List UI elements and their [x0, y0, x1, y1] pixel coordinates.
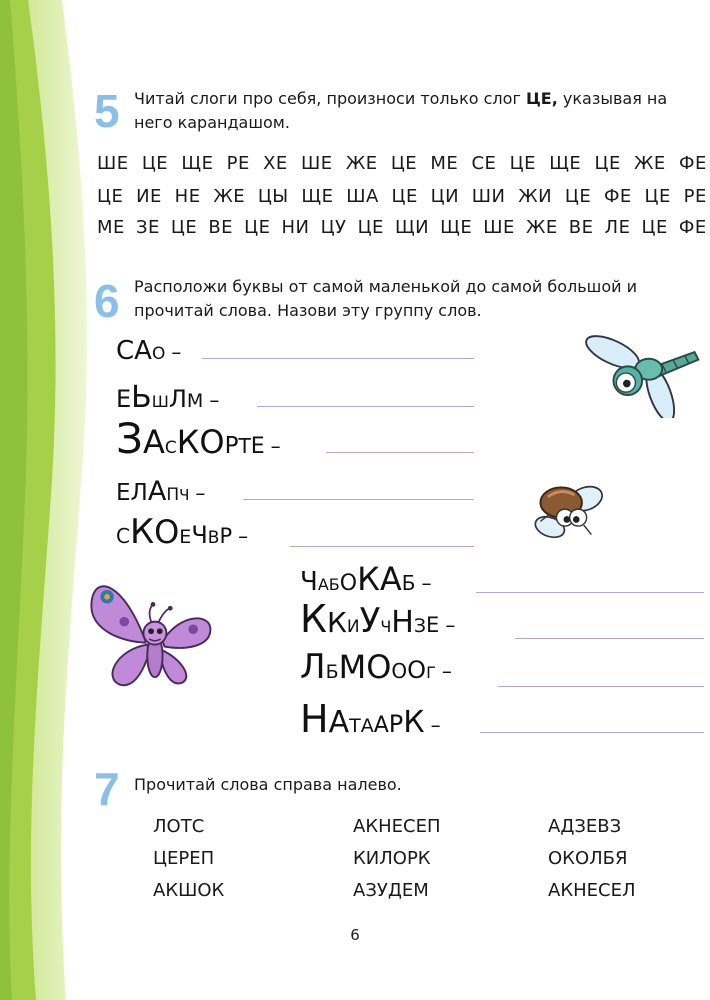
syllable: ВЕ: [568, 217, 594, 238]
syllable: ЦУ: [320, 217, 347, 238]
answer-line-3[interactable]: [326, 452, 474, 453]
task-7-word-grid: [153, 815, 653, 903]
syllable: ШЕ: [483, 217, 515, 238]
scrambled-letter: Б: [401, 571, 416, 595]
scrambled-letter: Ш: [151, 392, 169, 411]
scrambled-letter: Е: [250, 434, 265, 459]
scrambled-letter: И: [346, 617, 360, 637]
scrambled-letter: С: [116, 336, 135, 366]
scrambled-letter: А: [373, 713, 389, 738]
syllable: РЕ: [226, 153, 250, 174]
syllable: ЦЫ: [257, 186, 289, 207]
syllable: ЩИ: [394, 217, 430, 238]
syllable: ЦИ: [430, 186, 460, 207]
word-item: АКШОК: [153, 880, 225, 901]
scrambled-letter: Т: [238, 434, 251, 458]
syllable: ЩЕ: [181, 153, 214, 174]
task-5-instruction: Читай слоги про себя, произноси только слог ЦЕ, указывая на него карандашом.: [134, 89, 668, 132]
fly-illustration: [520, 478, 608, 544]
scrambled-letter: О: [391, 659, 408, 683]
scrambled-letter: Ч: [380, 617, 392, 636]
syllable: ЦЕ: [357, 217, 384, 238]
scrambled-letter: А: [360, 715, 374, 737]
green-wave-decoration: [0, 0, 120, 1000]
scrambled-letter: Е: [179, 526, 192, 548]
word-item: ЛОТС: [153, 816, 205, 837]
scrambled-letter: Е: [116, 385, 132, 413]
scrambled-letter: М: [338, 648, 367, 686]
syllable-row-2: [97, 186, 707, 207]
syllable: ЛЕ: [604, 217, 631, 238]
scrambled-letter: Р: [224, 433, 239, 459]
syllable: ЦЕ: [391, 186, 418, 207]
scrambled-letter: Р: [388, 710, 404, 738]
scrambled-letter: Ч: [191, 521, 208, 549]
scrambled-word-4: [116, 478, 205, 505]
task-number-5: 5: [94, 85, 120, 137]
word-item: АДЗЕВЗ: [548, 816, 622, 837]
syllable: ФЕ: [679, 153, 707, 174]
scrambled-letter: Б: [328, 575, 340, 594]
syllable-row-1: [97, 153, 707, 174]
syllable: ШИ: [471, 186, 506, 207]
syllable: ША: [346, 186, 379, 207]
scrambled-letter: О: [154, 513, 180, 551]
syllable: ЦЕ: [509, 153, 536, 174]
scrambled-letter: О: [366, 648, 392, 686]
syllable: ШЕ: [97, 153, 129, 174]
syllable: МЕ: [97, 217, 125, 238]
scrambled-letter: О: [407, 656, 427, 684]
scrambled-letter: К: [357, 560, 380, 598]
scrambled-letter: Л: [168, 385, 187, 413]
task-7-instruction: Прочитай слова справа налево.: [134, 775, 402, 794]
syllable: НЕ: [174, 186, 201, 207]
syllable: РЕ: [683, 186, 707, 207]
scrambled-letter: С: [164, 438, 177, 458]
scrambled-word-9: [300, 697, 441, 741]
scrambled-letter: О: [199, 423, 225, 461]
scrambled-word-2: [116, 380, 220, 415]
syllable: ЦЕ: [390, 153, 418, 174]
scrambled-letter: П: [166, 485, 180, 505]
scrambled-letter: О: [151, 344, 166, 364]
word-item: АКНЕСЕП: [353, 816, 441, 837]
scrambled-letter: О: [339, 571, 358, 596]
scrambled-letter: Ч: [179, 486, 190, 504]
syllable: ФЕ: [603, 186, 632, 207]
task-6-instruction: Расположи буквы от самой маленькой до самой большой и прочитай слова. Назови эту группу слов.: [134, 277, 637, 320]
answer-line-9[interactable]: [480, 732, 704, 733]
scrambled-letter: К: [129, 512, 155, 552]
syllable: СЕ: [471, 153, 497, 174]
syllable: ЦЕ: [641, 217, 668, 238]
answer-line-5[interactable]: [290, 546, 474, 547]
syllable: ЦЕ: [564, 186, 592, 207]
scrambled-letter: Р: [219, 524, 233, 548]
task-number-7: 7: [94, 763, 120, 815]
scrambled-letter: А: [317, 575, 329, 594]
scrambled-word-8: [300, 647, 452, 687]
scrambled-letter: С: [116, 524, 130, 548]
answer-line-2[interactable]: [257, 406, 474, 407]
dash: –: [445, 613, 456, 637]
syllable: ЩЕ: [301, 186, 334, 207]
syllable: ЦЕ: [594, 153, 621, 174]
syllable: ЖЕ: [213, 186, 246, 207]
dash: –: [441, 659, 452, 683]
syllable: ИЕ: [136, 186, 162, 207]
answer-line-7[interactable]: [515, 638, 704, 639]
scrambled-letter: Н: [300, 697, 329, 741]
scrambled-letter: К: [403, 705, 425, 740]
syllable: ЦЕ: [244, 217, 271, 238]
syllable: НИ: [281, 217, 310, 238]
scrambled-letter: Т: [349, 715, 361, 737]
scrambled-word-1: [116, 338, 181, 364]
word-item: ОКОЛБЯ: [548, 848, 628, 869]
butterfly-illustration: [86, 572, 220, 700]
scrambled-letter: Л: [300, 647, 326, 687]
dash: –: [195, 481, 206, 505]
dragonfly-illustration: [582, 330, 706, 418]
syllable: ЖЕ: [525, 217, 558, 238]
dash: –: [238, 524, 249, 548]
answer-line-1[interactable]: [202, 358, 474, 359]
syllable: ФЕ: [678, 217, 707, 238]
syllable: ЩЕ: [549, 153, 582, 174]
word-item: ЦЕРЕП: [153, 848, 215, 869]
syllable: МЕ: [430, 153, 459, 174]
dash: –: [421, 571, 432, 595]
scrambled-letter: А: [147, 476, 167, 507]
scrambled-word-7: [300, 597, 456, 641]
scrambled-letter: А: [134, 336, 152, 366]
syllable: ЖЕ: [634, 153, 666, 174]
page-number: 6: [350, 926, 360, 944]
syllable: ВЕ: [208, 217, 234, 238]
answer-line-6[interactable]: [476, 592, 704, 593]
task-number-6: 6: [94, 275, 120, 327]
word-item: АЗУДЕМ: [353, 880, 429, 901]
scrambled-letter: Б: [325, 661, 339, 683]
scrambled-word-3: [116, 414, 281, 463]
word-item: КИЛОРК: [353, 848, 431, 869]
syllable: ЗЕ: [135, 217, 160, 238]
syllable: ЖИ: [518, 186, 553, 207]
scrambled-word-6: [300, 560, 432, 598]
scrambled-letter: Ч: [300, 567, 318, 597]
syllable: ЦЕ: [97, 186, 124, 207]
scrambled-word-5: [116, 512, 249, 552]
syllable: ЦЕ: [141, 153, 169, 174]
scrambled-letter: У: [359, 601, 381, 641]
scrambled-letter: К: [176, 423, 200, 461]
answer-line-4[interactable]: [243, 499, 474, 500]
syllable: ШЕ: [301, 153, 333, 174]
syllable: ЦЕ: [170, 217, 198, 238]
scrambled-letter: К: [300, 597, 327, 641]
dash: –: [171, 340, 182, 364]
scrambled-letter: З: [116, 414, 143, 463]
scrambled-letter: А: [142, 423, 165, 461]
syllable: ЩЕ: [440, 217, 473, 238]
syllable-row-3: [97, 217, 707, 238]
scrambled-letter: Ь: [131, 380, 152, 415]
scrambled-letter: З: [413, 615, 427, 637]
scrambled-letter: Е: [116, 480, 131, 506]
scrambled-letter: М: [186, 390, 204, 412]
scrambled-letter: А: [328, 705, 350, 740]
dash: –: [270, 434, 281, 458]
scrambled-letter: В: [207, 528, 220, 548]
syllable: ХЕ: [263, 153, 288, 174]
scrambled-letter: Л: [130, 480, 148, 506]
dash: –: [430, 713, 441, 737]
word-item: АКНЕСЕЛ: [548, 880, 636, 901]
scrambled-letter: А: [379, 560, 402, 598]
answer-line-8[interactable]: [498, 686, 704, 687]
scrambled-letter: Е: [426, 613, 440, 637]
syllable: ЦЕ: [644, 186, 671, 207]
scrambled-letter: Н: [391, 605, 414, 640]
dash: –: [209, 388, 220, 412]
scrambled-letter: Г: [426, 663, 436, 682]
syllable: ЖЕ: [345, 153, 378, 174]
scrambled-letter: К: [326, 606, 347, 639]
